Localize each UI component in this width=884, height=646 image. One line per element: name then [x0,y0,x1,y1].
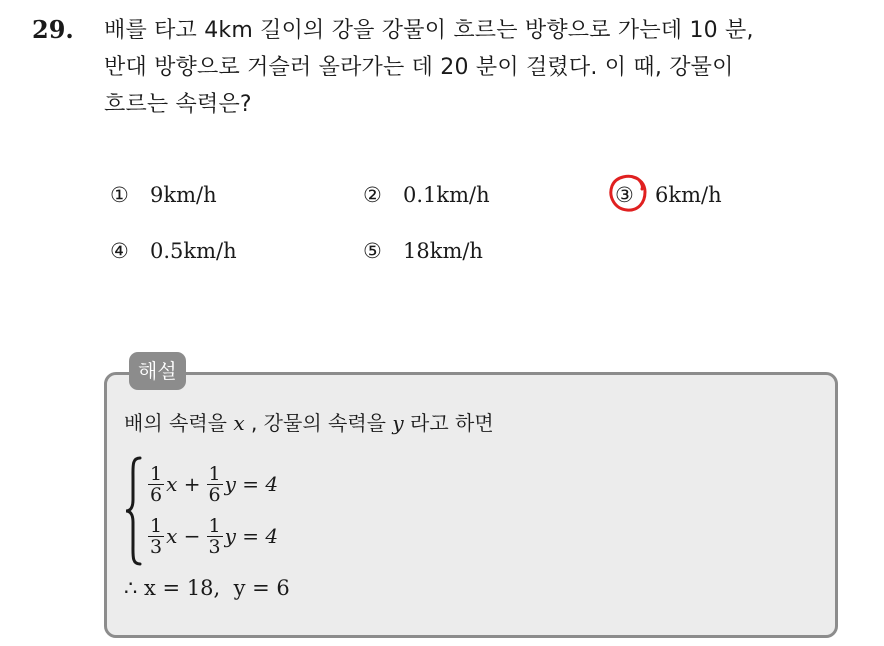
intro-text: 배의 속력을 [124,411,227,435]
fraction-numerator: 1 [208,462,221,485]
choice-text: 6km/h [655,183,722,207]
solution-intro [124,408,494,438]
choice-5[interactable] [363,236,483,266]
choice-mark: ③ [615,183,634,207]
equation-1 [148,458,278,510]
fraction-denominator: 6 [150,483,163,506]
fraction [148,464,164,505]
intro-text: , 강물의 속력을 [250,411,386,435]
question-text [104,12,864,123]
question-line: 배를 타고 4km 길이의 강을 강물이 흐르는 방향으로 가는데 10 분, [104,18,754,43]
choice-2[interactable] [363,180,490,210]
choice-3[interactable] [615,180,722,210]
equation-term: y = 4 [224,472,279,496]
fraction [207,516,223,557]
question-number: 29. [32,15,74,44]
choice-4[interactable] [110,236,237,266]
choice-mark: ② [363,183,382,207]
equation-2 [148,510,278,562]
fraction [207,464,223,505]
fraction-numerator: 1 [150,462,163,485]
choice-mark: ⑤ [363,239,382,263]
fraction-denominator: 3 [208,535,221,558]
choice-text: 18km/h [403,239,483,263]
choice-text: 0.1km/h [403,183,490,207]
fraction [148,516,164,557]
choice-text: 9km/h [150,183,217,207]
system-brace [124,456,142,566]
equation-term: x − [166,524,201,548]
fraction-numerator: 1 [150,514,163,537]
question-line: 흐르는 속력은? [104,92,252,117]
solution-tag: 해설 [129,352,186,390]
variable-y: y [392,411,404,435]
variable-x: x [233,411,245,435]
fraction-denominator: 3 [150,535,163,558]
fraction-denominator: 6 [208,483,221,506]
fraction-numerator: 1 [208,514,221,537]
choice-1[interactable] [110,180,217,210]
equation-term: y = 4 [224,524,279,548]
solution-result: ∴ x = 18, y = 6 [124,576,290,600]
choice-mark: ① [110,183,129,207]
question-line: 반대 방향으로 거슬러 올라가는 데 20 분이 걸렸다. 이 때, 강물이 [104,55,734,80]
equation-term: x + [166,472,201,496]
intro-text: 라고 하면 [410,411,494,435]
choice-mark: ④ [110,239,129,263]
choice-text: 0.5km/h [150,239,237,263]
